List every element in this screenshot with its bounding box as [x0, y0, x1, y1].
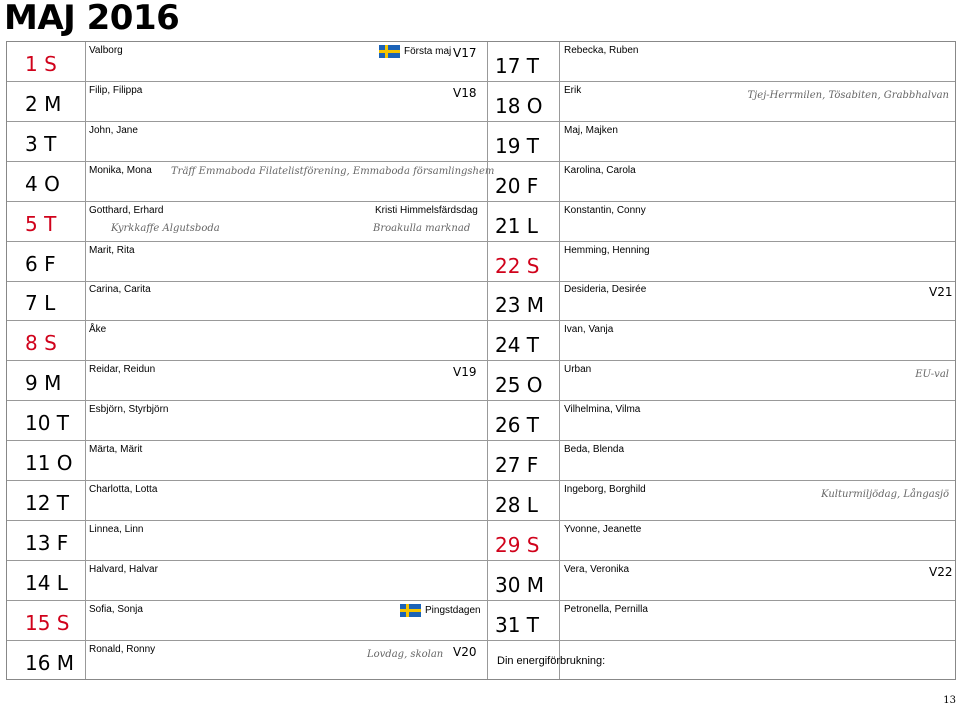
- day-date: 21 L: [495, 213, 538, 238]
- day-date: 28 L: [495, 492, 538, 517]
- day-date: 26 T: [495, 413, 540, 438]
- day-date: 6 F: [25, 251, 56, 276]
- day-date: 30 M: [495, 572, 545, 597]
- name-day: Beda, Blenda: [564, 444, 625, 455]
- name-day: Maj, Majken: [564, 124, 618, 136]
- holiday-text: Pingstdagen: [425, 604, 481, 616]
- calendar-row: [7, 361, 955, 401]
- day-date: 2 M: [25, 91, 62, 116]
- day-date: 7 L: [25, 291, 56, 316]
- name-day: Ingeborg, Borghild: [564, 483, 646, 495]
- name-day: Marit, Rita: [89, 244, 135, 256]
- day-date: 3 T: [25, 131, 57, 156]
- name-day: Vilhelmina, Vilma: [564, 404, 641, 416]
- name-day: Carina, Carita: [89, 284, 151, 296]
- holiday-label: [400, 604, 481, 617]
- event-note: Kyrkkaffe Algutsboda: [111, 222, 220, 234]
- week-number: V19: [453, 365, 477, 380]
- day-date: 17 T: [495, 54, 540, 78]
- calendar-row: [7, 162, 955, 202]
- day-date: 8 S: [25, 331, 57, 356]
- name-day: Charlotta, Lotta: [89, 483, 158, 495]
- event-note: EU-val: [915, 369, 949, 381]
- day-date: 10 T: [25, 411, 70, 436]
- calendar-row: [7, 82, 955, 122]
- day-date: 14 L: [25, 570, 68, 595]
- name-day: Reidar, Reidun: [89, 364, 156, 376]
- name-day: Gotthard, Erhard: [89, 204, 164, 216]
- calendar-row: [7, 561, 955, 601]
- name-day: Erik: [564, 84, 582, 96]
- name-day: Halvard, Halvar: [89, 563, 158, 575]
- day-date: 18 O: [495, 93, 543, 118]
- name-day: Hemming, Henning: [564, 244, 650, 256]
- name-day: Konstantin, Conny: [564, 204, 646, 216]
- page-number: 13: [943, 695, 956, 706]
- event-note: Kulturmiljödag, Långasjö: [821, 488, 949, 500]
- name-day: Sofia, Sonja: [89, 603, 143, 615]
- day-date: 19 T: [495, 133, 540, 158]
- calendar-row: [7, 242, 955, 282]
- page-title: MAJ 2016: [4, 0, 180, 38]
- calendar-row: [7, 441, 955, 481]
- event-note: Broakulla marknad: [373, 222, 471, 234]
- day-date: 12 T: [25, 490, 70, 515]
- day-date: 25 O: [495, 373, 543, 398]
- name-day: Åke: [89, 324, 107, 336]
- day-date: 22 S: [495, 253, 540, 278]
- day-date: 20 F: [495, 173, 539, 198]
- name-day: Ivan, Vanja: [564, 324, 614, 336]
- day-date: 29 S: [495, 532, 540, 557]
- calendar-row: [7, 321, 955, 361]
- week-number: V18: [453, 85, 477, 100]
- name-day: Märta, Märit: [89, 444, 143, 455]
- calendar-row: [7, 641, 955, 681]
- day-date: 15 S: [25, 610, 70, 635]
- name-day: Valborg: [89, 45, 123, 56]
- event-note: Träff Emmaboda Filatelistförening, Emmaboda församlingshem: [171, 165, 495, 177]
- name-day: Desideria, Desirée: [564, 284, 647, 296]
- day-date: 16 M: [25, 650, 75, 675]
- calendar-row: [7, 401, 955, 441]
- calendar-row: [7, 42, 955, 82]
- name-day: Vera, Veronika: [564, 563, 630, 575]
- week-number: V20: [453, 644, 477, 659]
- name-day: Monika, Mona: [89, 164, 152, 176]
- day-date: 1 S: [25, 52, 57, 76]
- calendar-row: [7, 122, 955, 162]
- swedish-flag-icon: [379, 45, 400, 58]
- name-day: Yvonne, Jeanette: [564, 523, 642, 535]
- swedish-flag-icon: [400, 604, 421, 617]
- day-date: 31 T: [495, 612, 540, 637]
- week-number: V22: [929, 564, 953, 579]
- name-day: Petronella, Pernilla: [564, 603, 648, 615]
- holiday-label: [375, 205, 478, 216]
- name-day: Linnea, Linn: [89, 523, 144, 535]
- name-day: Karolina, Carola: [564, 164, 636, 176]
- day-date: 24 T: [495, 333, 540, 358]
- name-day: John, Jane: [89, 124, 138, 136]
- day-date: 23 M: [495, 293, 545, 318]
- day-date: 27 F: [495, 453, 539, 477]
- holiday-text: Första maj: [404, 46, 452, 58]
- event-note: Tjej-Herrmilen, Tösabiten, Grabbhalvan: [747, 89, 949, 101]
- calendar-row: [7, 202, 955, 242]
- event-note: Lovdag, skolan: [367, 648, 444, 660]
- holiday-text: Kristi Himmelsfärdsdag: [375, 204, 478, 216]
- day-date: 4 O: [25, 171, 60, 196]
- energy-label: Din energiförbrukning:: [497, 654, 606, 667]
- week-number: V17: [453, 46, 477, 60]
- day-date: 5 T: [25, 211, 57, 236]
- calendar-row: [7, 601, 955, 641]
- name-day: Esbjörn, Styrbjörn: [89, 404, 169, 416]
- week-number: V21: [929, 285, 953, 300]
- name-day: Rebecka, Ruben: [564, 45, 639, 56]
- day-date: 11 O: [25, 451, 73, 475]
- name-day: Urban: [564, 364, 592, 376]
- name-day: Ronald, Ronny: [89, 643, 156, 655]
- calendar-grid: [6, 41, 956, 680]
- day-date: 9 M: [25, 371, 62, 396]
- name-day: Filip, Filippa: [89, 84, 143, 96]
- calendar-row: [7, 481, 955, 521]
- day-date: 13 F: [25, 530, 69, 555]
- calendar-row: [7, 281, 955, 321]
- holiday-label: [379, 45, 451, 58]
- calendar-row: [7, 521, 955, 561]
